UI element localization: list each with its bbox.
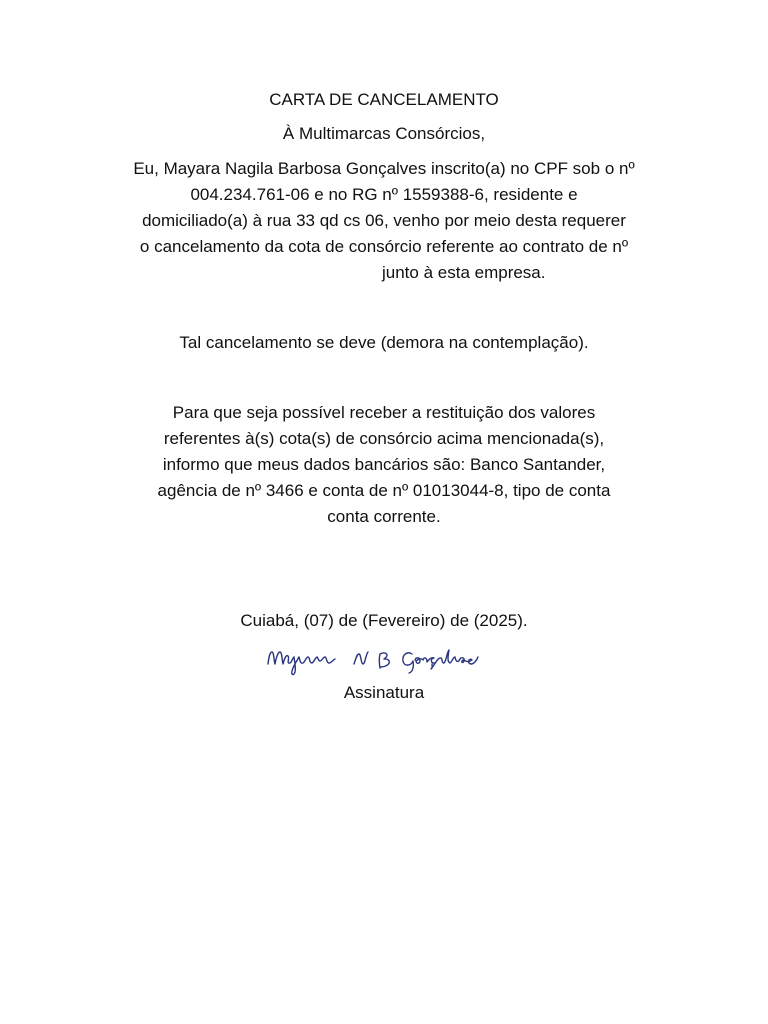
letter-title: CARTA DE CANCELAMENTO bbox=[269, 90, 499, 109]
bank-line: referentes à(s) cota(s) de consórcio acima mencionada(s), bbox=[163, 429, 605, 448]
signature-label: Assinatura bbox=[343, 683, 425, 702]
letter-greeting: À Multimarcas Consórcios, bbox=[282, 124, 486, 143]
body-line: o cancelamento da cota de consórcio referente ao contrato de nº bbox=[139, 237, 629, 256]
body-line: 004.234.761-06 e no RG nº 1559388-6, residente e bbox=[190, 185, 578, 204]
cancellation-reason: Tal cancelamento se deve (demora na contemplação). bbox=[179, 333, 589, 352]
bank-line: Para que seja possível receber a restituição dos valores bbox=[172, 403, 596, 422]
bank-line: agência de nº 3466 e conta de nº 01013044-8, tipo de conta bbox=[157, 481, 611, 500]
bank-line: informo que meus dados bancários são: Banco Santander, bbox=[162, 455, 606, 474]
date-line: Cuiabá, (07) de (Fevereiro) de (2025). bbox=[240, 611, 528, 630]
body-line: junto à esta empresa. bbox=[382, 263, 546, 282]
body-line: domiciliado(a) à rua 33 qd cs 06, venho por meio desta requerer bbox=[142, 211, 626, 230]
body-line: Eu, Mayara Nagila Barbosa Gonçalves inscrito(a) no CPF sob o nº bbox=[133, 159, 635, 178]
bank-line: conta corrente. bbox=[327, 507, 441, 526]
handwritten-signature bbox=[262, 642, 502, 678]
